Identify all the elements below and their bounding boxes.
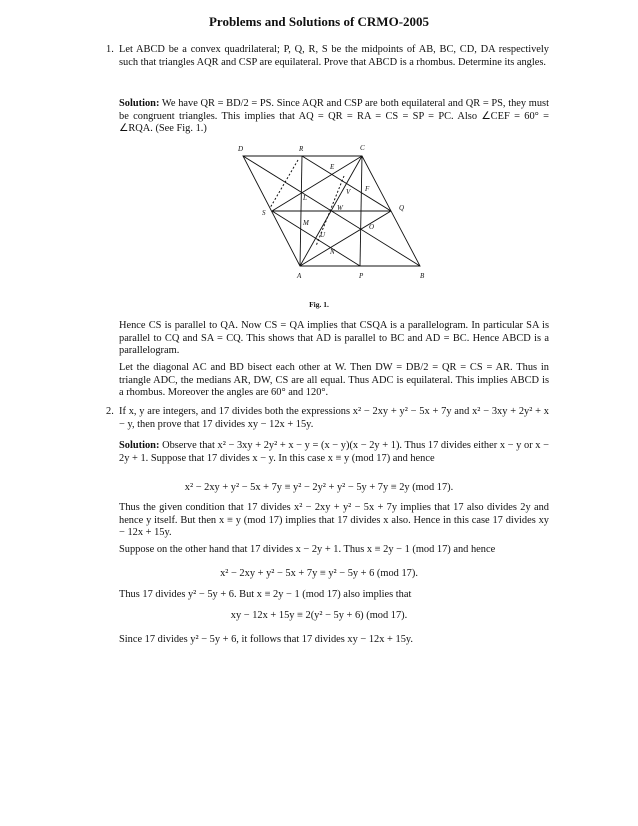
label-S: S xyxy=(262,209,266,217)
label-R: R xyxy=(299,145,304,153)
label-N: N xyxy=(330,248,335,256)
segment-cs xyxy=(272,156,362,211)
problem-2-paragraph-4: Thus 17 divides y² − 5y + 6. But x ≡ 2y − 1 (mod 17) also implies that xyxy=(119,589,412,600)
solution-text: We have QR = BD/2 = PS. Since AQR and CSP are both equilateral and QR = PS, they must be congruent triangles. This implies that AQ = QR = RA = CS = SP = PC. Also ∠CEF = 60° = ∠RQA. (See Fig. 1.) xyxy=(119,98,549,135)
dotted-line-1 xyxy=(270,160,298,208)
label-U: U xyxy=(320,231,326,239)
problem-1-statement: Let ABCD be a convex quadrilateral; P, Q, R, S be the midpoints of AB, BC, CD, DA respectively such that triangles AQR and CSP are equilateral. Prove that ABCD is a rhombus. Determine its angles. xyxy=(119,44,549,68)
problem-1-paragraph-3: Let the diagonal AC and BD bisect each other at W. Then DW = DB/2 = QR = CS = AR. Thus in triangle ADC, the medians AR, DW, CS are all equal. Thus ADC is equilateral. This implies ABCD is a rhombus. Moreover the angles are 60° and 120°. xyxy=(119,362,549,399)
figure-1 xyxy=(0,0,638,300)
segment-sp xyxy=(272,211,360,266)
problem-2-paragraph-3: Suppose on the other hand that 17 divides x − 2y + 1. Thus x ≡ 2y − 1 (mod 17) and hence xyxy=(119,544,496,555)
label-F: F xyxy=(365,185,370,193)
label-O: O xyxy=(369,223,375,231)
segment-qr xyxy=(302,156,391,211)
figure-caption: Fig. 1. xyxy=(309,300,329,309)
problem-1-number: 1. xyxy=(106,44,114,55)
label-V: V xyxy=(346,188,351,196)
label-Q: Q xyxy=(399,204,405,212)
label-E: E xyxy=(330,163,335,171)
label-B: B xyxy=(420,272,425,280)
equation-2: x² − 2xy + y² − 5x + 7y ≡ y² − 5y + 6 (mod 17). xyxy=(220,568,418,579)
solution-label: Solution: xyxy=(119,440,160,451)
label-D: D xyxy=(238,145,244,153)
page-title: Problems and Solutions of CRMO-2005 xyxy=(208,14,430,29)
label-W: W xyxy=(337,204,343,212)
problem-2-solution xyxy=(119,440,549,465)
problem-2-statement: If x, y are integers, and 17 divides both the expressions x² − 2xy + y² − 5x + 7y and x² − 3xy + 2y² + x − y, then prove that 17 divides xy − 12x + 15y. xyxy=(119,406,549,430)
solution-label: Solution: xyxy=(119,98,160,109)
problem-2-paragraph-5: Since 17 divides y² − 5y + 6, it follows that 17 divides xy − 12x + 15y. xyxy=(119,634,414,645)
label-M: M xyxy=(303,219,309,227)
solution-text: Observe that x² − 3xy + 2y² + x − y = (x − y)(x − 2y + 1). Thus 17 divides either x − y or x − 2y + 1. Suppose that 17 divides x − y. In this case x ≡ y (mod 17) and hence xyxy=(119,440,549,464)
problem-2-number: 2. xyxy=(106,406,114,417)
equation-1: x² − 2xy + y² − 5x + 7y ≡ y² − 2y² + y² − 5y + 7y ≡ 2y (mod 17). xyxy=(184,482,454,493)
label-A: A xyxy=(297,272,302,280)
label-P: P xyxy=(359,272,364,280)
label-L: L xyxy=(303,194,307,202)
problem-2-paragraph-2: Thus the given condition that 17 divides x² − 2xy + y² − 5x + 7y implies that 17 also divides 2y and hence y itself. But then x ≡ y (mod 17) implies that 17 divides x also. Hence in this case 17 divides xy − 12x + 15y. xyxy=(119,502,549,539)
problem-1-paragraph-2: Hence CS is parallel to QA. Now CS = QA implies that CSQA is a parallelogram. In particular SA is parallel to CQ and SA = CQ. This shows that AD is parallel to BC and AD = BC. Hence ABCD is a parallelogram. xyxy=(119,320,549,357)
equation-3: xy − 12x + 15y ≡ 2(y² − 5y + 6) (mod 17). xyxy=(230,610,408,621)
label-C: C xyxy=(360,144,365,152)
